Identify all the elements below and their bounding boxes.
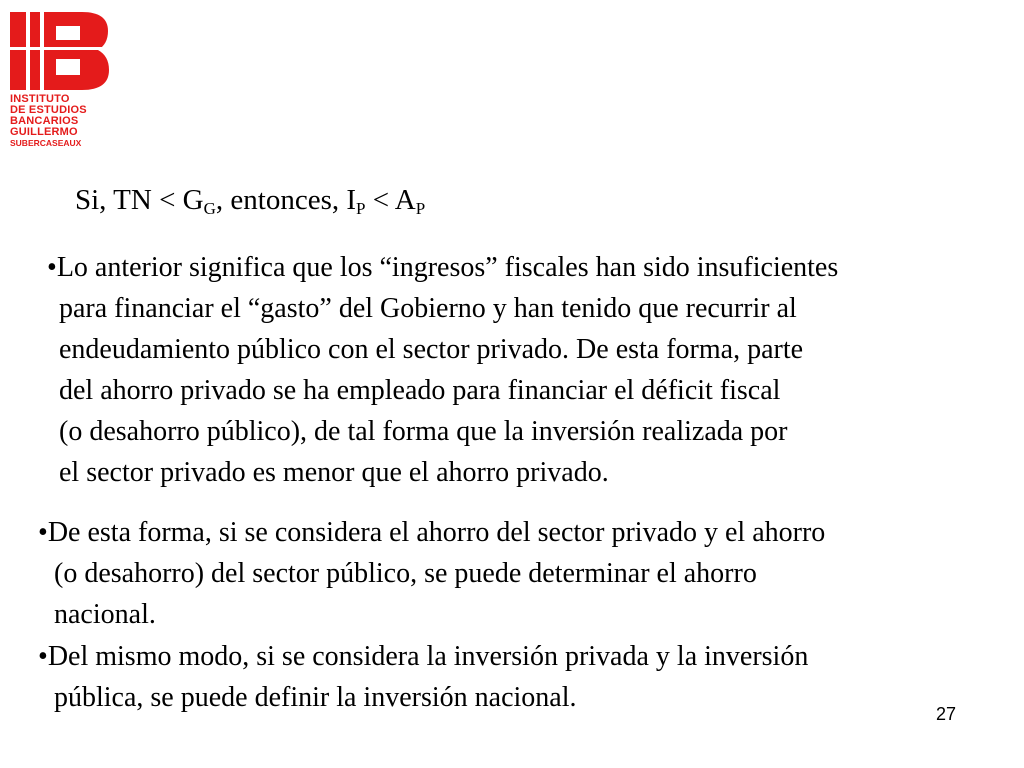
paragraph-3-line-2: pública, se puede definir la inversión nacional. — [54, 682, 577, 713]
bullet-3: • — [38, 641, 48, 672]
paragraph-3-line-1 — [38, 636, 808, 677]
formula-part-2: , entonces, I — [215, 184, 357, 216]
formula-subscript-p-1: P — [356, 199, 366, 218]
logo-text — [10, 94, 102, 149]
paragraph-2-line-2: (o desahorro) del sector público, se puede determinar el ahorro — [54, 558, 757, 589]
bullet-2: • — [38, 517, 48, 548]
formula-statement — [75, 184, 425, 217]
paragraph-1-line-5: (o desahorro público), de tal forma que la inversión realizada por — [59, 416, 788, 447]
institute-logo — [10, 12, 110, 149]
paragraph-2-line-3: nacional. — [54, 599, 156, 630]
paragraph-national-investment — [38, 636, 808, 718]
bullet-1: • — [47, 252, 57, 283]
paragraph-1-line-1 — [47, 247, 838, 288]
logo-ib-emblem-icon — [10, 12, 110, 90]
logo-line-4: GUILLERMO — [10, 126, 78, 138]
paragraph-1-text-1: Lo anterior significa que los “ingresos” fiscales han sido insuficientes — [56, 252, 839, 283]
formula-part-3: < A — [365, 184, 416, 216]
logo-line-2: DE ESTUDIOS — [10, 104, 87, 116]
paragraph-2-text-1: De esta forma, si se considera el ahorro del sector privado y el ahorro — [47, 517, 826, 548]
paragraph-1-line-2: para financiar el “gasto” del Gobierno y han tenido que recurrir al — [59, 293, 797, 324]
logo-line-1: INSTITUTO — [10, 93, 70, 105]
formula-subscript-g: G — [203, 199, 216, 218]
paragraph-1-line-6: el sector privado es menor que el ahorro privado. — [59, 457, 609, 488]
paragraph-deficit-explanation — [47, 247, 838, 493]
paragraph-national-savings — [38, 512, 825, 635]
formula-subscript-p-2: P — [415, 199, 426, 218]
logo-line-5: SUBERCASEAUX — [10, 138, 82, 148]
paragraph-1-line-4: del ahorro privado se ha empleado para financiar el déficit fiscal — [59, 375, 781, 406]
formula-part-1: Si, TN < G — [75, 184, 204, 216]
paragraph-3-text-1: Del mismo modo, si se considera la inversión privada y la inversión — [47, 641, 809, 672]
paragraph-2-line-1 — [38, 512, 825, 553]
logo-line-3: BANCARIOS — [10, 115, 79, 127]
page-number: 27 — [936, 704, 957, 724]
paragraph-1-line-3: endeudamiento público con el sector privado. De esta forma, parte — [59, 334, 804, 365]
